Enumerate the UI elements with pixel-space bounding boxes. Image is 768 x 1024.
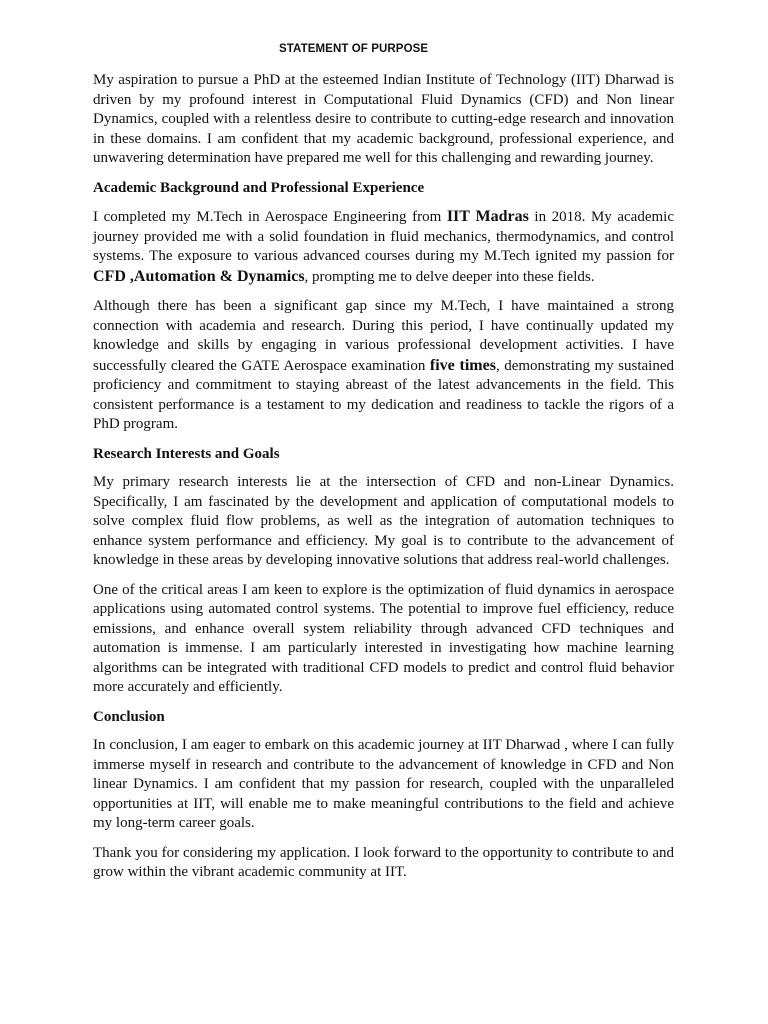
background-p2-text-2: , demonstrating my sustained proficiency and commitment to staying abreast of the latest advancements in the field. This consistent performance is a testament to my dedication and readiness to tackle the rigors of a PhD program.	[93, 357, 674, 432]
background-p1-text-1: I completed my M.Tech in Aerospace Engineering from	[93, 209, 447, 225]
section-heading-background: Academic Background and Professional Experience	[93, 179, 425, 196]
conclusion-paragraph-1: In conclusion, I am eager to embark on this academic journey at IIT Dharwad , where I can fully immerse myself in research and contribute to the advancement of knowledge in CFD and Non linear Dynamics. I am confident that my passion for research, coupled with the unparalleled opportunities at IIT, will enable me to make meaningful contributions to the field and achieve my long-term career goals.	[93, 737, 674, 831]
background-p2-emphasis-count: five times	[429, 356, 496, 374]
document-body	[93, 71, 674, 893]
section-heading-conclusion: Conclusion	[93, 708, 165, 725]
section-heading-research: Research Interests and Goals	[93, 445, 280, 462]
background-p1-text-3: , prompting me to delve deeper into these fields.	[304, 268, 595, 285]
research-paragraph-1: My primary research interests lie at the intersection of CFD and non-Linear Dynamics. Specifically, I am fascinated by the development and application of computational models to solve complex fluid flow problems, as well as the integration of automation techniques to enhance system performance and efficiency. My goal is to contribute to the advancement of knowledge in these areas by developing innovative solutions that address real-world challenges.	[93, 474, 674, 568]
background-p1-emphasis-fields: CFD ,Automation & Dynamics	[93, 267, 305, 285]
background-paragraph-1	[93, 207, 674, 287]
conclusion-paragraph-2: Thank you for considering my application. I look forward to the opportunity to contribute to and grow within the vibrant academic community at IIT.	[93, 844, 674, 880]
background-p2-text-1: Although there has been a significant gap since my M.Tech, I have maintained a strong connection with academia and research. During this period, I have continually updated my knowledge and skills by engaging in various professional development activities. I have successfully cleared the GATE Aerospace examination	[93, 298, 674, 374]
document-title: STATEMENT OF PURPOSE	[279, 43, 429, 55]
background-p1-emphasis-institute: IIT Madras	[446, 208, 529, 225]
intro-paragraph: My aspiration to pursue a PhD at the esteemed Indian Institute of Technology (IIT) Dharwad is driven by my profound interest in Computational Fluid Dynamics (CFD) and Non linear Dynamics, coupled with a relentless desire to contribute to cutting-edge research and innovation in these domains. I am confident that my academic background, professional experience, and unwavering determination have prepared me well for this challenging and rewarding journey.	[93, 72, 674, 166]
research-paragraph-2: One of the critical areas I am keen to explore is the optimization of fluid dynamics in aerospace applications using automated control systems. The potential to improve fuel efficiency, reduce emissions, and enhance overall system reliability through advanced CFD techniques and automation is immense. I am particularly interested in investigating how machine learning algorithms can be integrated with traditional CFD models to predict and control fluid behavior more accurately and efficiently.	[93, 581, 674, 695]
background-paragraph-2	[93, 297, 674, 435]
background-p1-text-2: in 2018. My academic journey provided me with a solid foundation in fluid mechanics, thermodynamics, and control systems. The exposure to various advanced courses during my M.Tech ignited my passion for	[93, 209, 674, 264]
